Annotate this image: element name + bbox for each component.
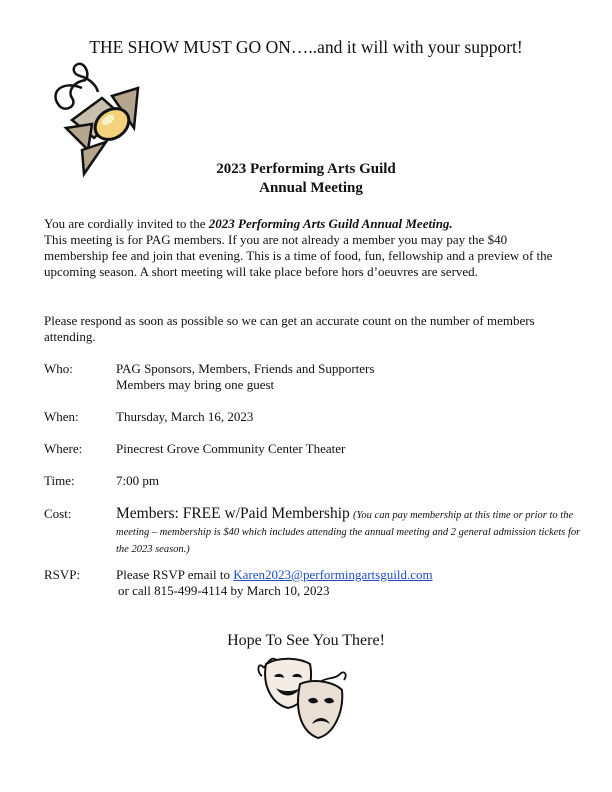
intro-body: This meeting is for PAG members. If you are not already a member you may pay the $40 membership fee and join that evening. This is a time of food, fun, fellowship and a preview of the upcoming season. A short meeting will take place before hors d’oeuvres are served.	[44, 232, 553, 279]
when-value: Thursday, March 16, 2023	[116, 409, 254, 424]
where-label: Where:	[44, 441, 83, 456]
who-line-2: Members may bring one guest	[116, 377, 275, 392]
headline: THE SHOW MUST GO ON…..and it will with your support!	[89, 37, 523, 57]
cost-note: (You can pay membership at this time or prior to the meeting – membership is $40 which includes attending the annual meeting and 2 general admission tickets for the 2023 season.)	[116, 510, 581, 555]
rsvp-phone-line: or call 815-499-4114 by March 10, 2023	[118, 583, 330, 598]
rsvp-email-link[interactable]: Karen2023@performingartsguild.com	[233, 567, 433, 582]
meeting-title	[0, 160, 612, 198]
theater-masks-icon	[256, 654, 352, 740]
closing-message: Hope To See You There!	[227, 632, 385, 649]
where-value: Pinecrest Grove Community Center Theater	[116, 441, 346, 456]
respond-note: Please respond as soon as possible so we can get an accurate count on the number of members attending.	[44, 313, 535, 344]
who-line-1: PAG Sponsors, Members, Friends and Supporters	[116, 361, 375, 376]
when-label: When:	[44, 409, 79, 424]
time-value: 7:00 pm	[116, 473, 159, 488]
event-name: 2023 Performing Arts Guild Annual Meeting.	[208, 216, 453, 231]
title-line-2: Annual Meeting	[259, 180, 363, 196]
cost-main: Members: FREE w/Paid Membership	[116, 505, 350, 522]
rsvp-label: RSVP:	[44, 567, 81, 582]
rsvp-prefix: Please RSVP email to	[116, 567, 234, 582]
who-label: Who:	[44, 361, 73, 376]
time-label: Time:	[44, 473, 75, 488]
title-line-1: 2023 Performing Arts Guild	[216, 161, 396, 177]
intro-lead: You are cordially invited to the	[44, 216, 209, 231]
intro-paragraph	[44, 216, 574, 280]
cost-label: Cost:	[44, 506, 72, 521]
